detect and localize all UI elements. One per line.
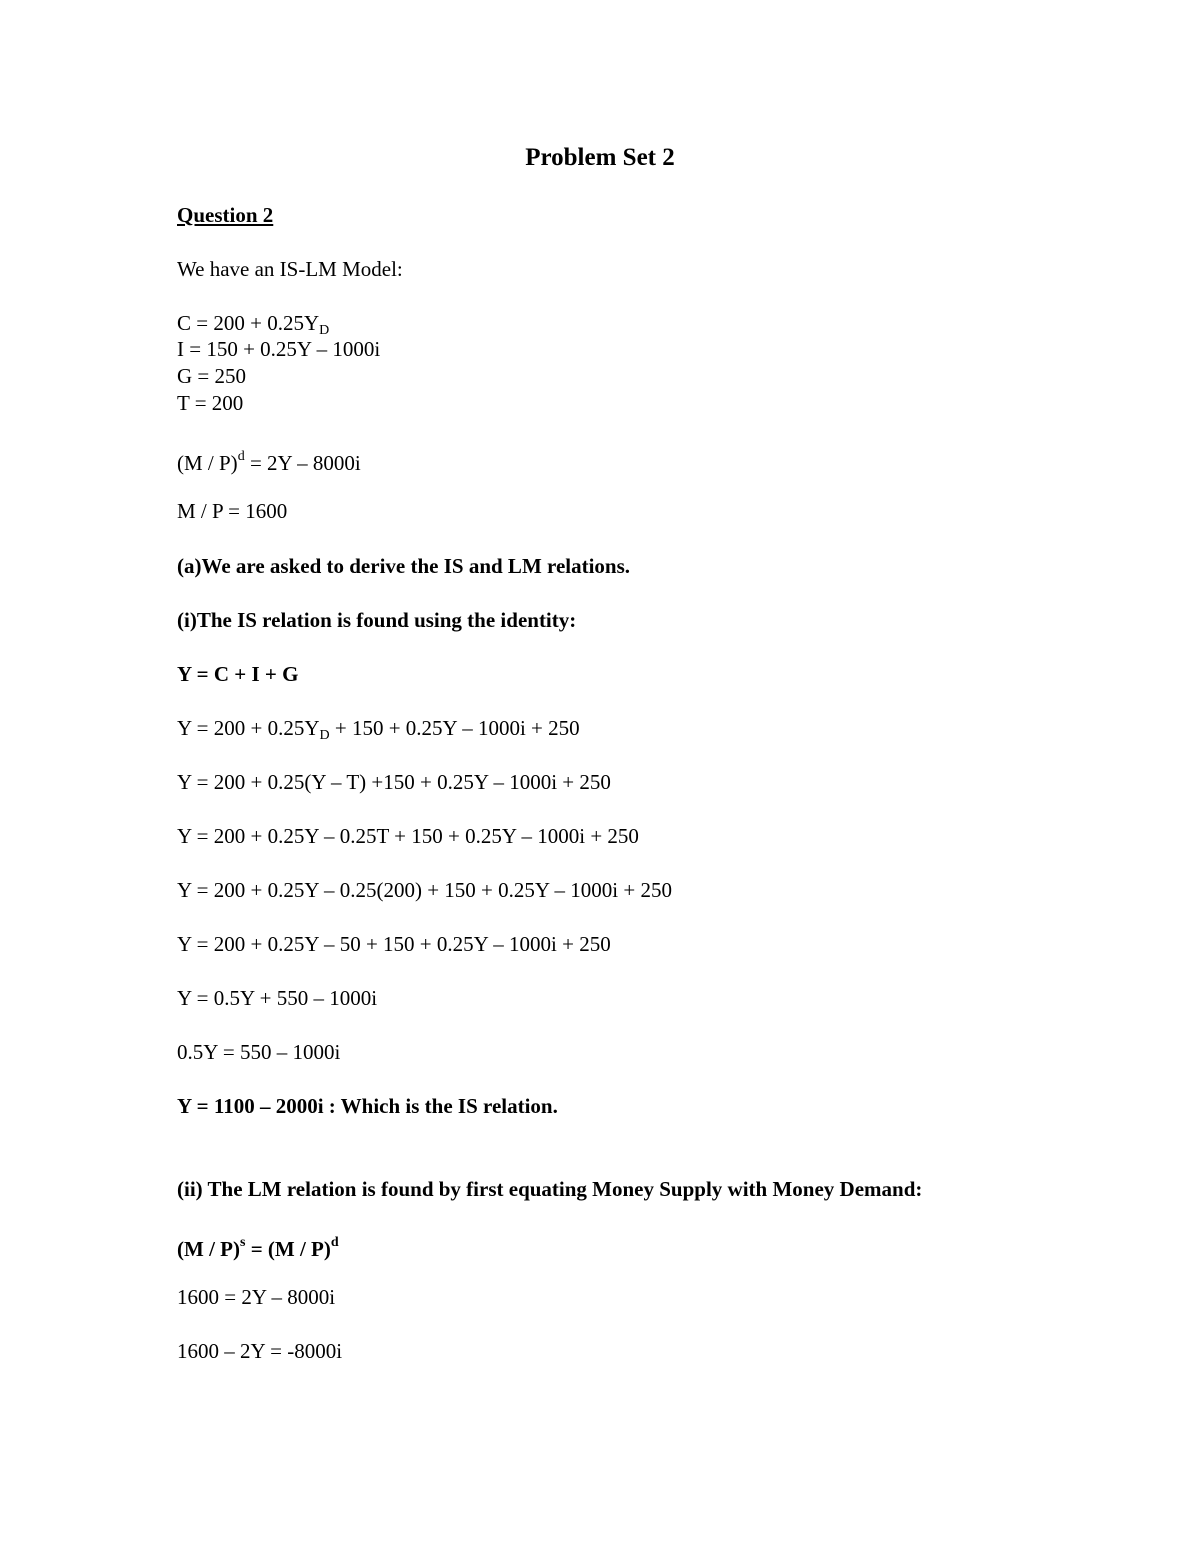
is-step-2: Y = 200 + 0.25(Y – T) +150 + 0.25Y – 1000i + 250 [177, 770, 611, 794]
money-demand-rhs: = 2Y – 8000i [244, 451, 361, 475]
is-step-3: Y = 200 + 0.25Y – 0.25T + 150 + 0.25Y – 1000i + 250 [177, 824, 639, 848]
lm-equality-rhs-superscript: d [330, 1235, 339, 1250]
lm-equality-rhs: = (M / P) [245, 1237, 331, 1261]
money-demand-lhs: (M / P) [177, 451, 238, 475]
is-step-1-subscript: D [319, 728, 330, 743]
lm-step-2: 1600 – 2Y = -8000i [177, 1339, 343, 1363]
consumption-equation-subscript: D [319, 323, 330, 338]
money-demand-equation [177, 445, 361, 475]
lm-step-1: 1600 = 2Y – 8000i [177, 1285, 336, 1309]
is-step-7: 0.5Y = 550 – 1000i [177, 1040, 341, 1064]
part-a-heading: (a)We are asked to derive the IS and LM relations. [177, 554, 631, 578]
money-supply-equation: M / P = 1600 [177, 499, 288, 523]
question-heading: Question 2 [177, 203, 274, 227]
is-step-4: Y = 200 + 0.25Y – 0.25(200) + 150 + 0.25Y – 1000i + 250 [177, 878, 672, 902]
is-step-1-post: + 150 + 0.25Y – 1000i + 250 [329, 716, 580, 740]
page-title: Problem Set 2 [525, 144, 675, 171]
money-demand-superscript: d [237, 449, 245, 464]
investment-equation: I = 150 + 0.25Y – 1000i [177, 337, 381, 361]
intro-text: We have an IS-LM Model: [177, 257, 403, 281]
taxes-equation: T = 200 [177, 391, 244, 415]
is-section-heading: (i)The IS relation is found using the identity: [177, 608, 577, 632]
is-step-5: Y = 200 + 0.25Y – 50 + 150 + 0.25Y – 1000i + 250 [177, 932, 611, 956]
is-step-1-pre: Y = 200 + 0.25Y [177, 716, 320, 740]
is-step-6: Y = 0.5Y + 550 – 1000i [177, 986, 378, 1010]
is-identity: Y = C + I + G [177, 662, 299, 686]
is-step-1 [177, 716, 580, 748]
lm-equality-lhs-superscript: s [239, 1235, 246, 1250]
is-result: Y = 1100 – 2000i : Which is the IS relation. [177, 1094, 558, 1118]
lm-equality [177, 1231, 339, 1261]
consumption-equation-main: C = 200 + 0.25Y [177, 311, 320, 335]
lm-section-heading: (ii) The LM relation is found by first equating Money Supply with Money Demand: [177, 1177, 923, 1201]
lm-equality-lhs: (M / P) [177, 1237, 240, 1261]
government-equation: G = 250 [177, 364, 247, 388]
